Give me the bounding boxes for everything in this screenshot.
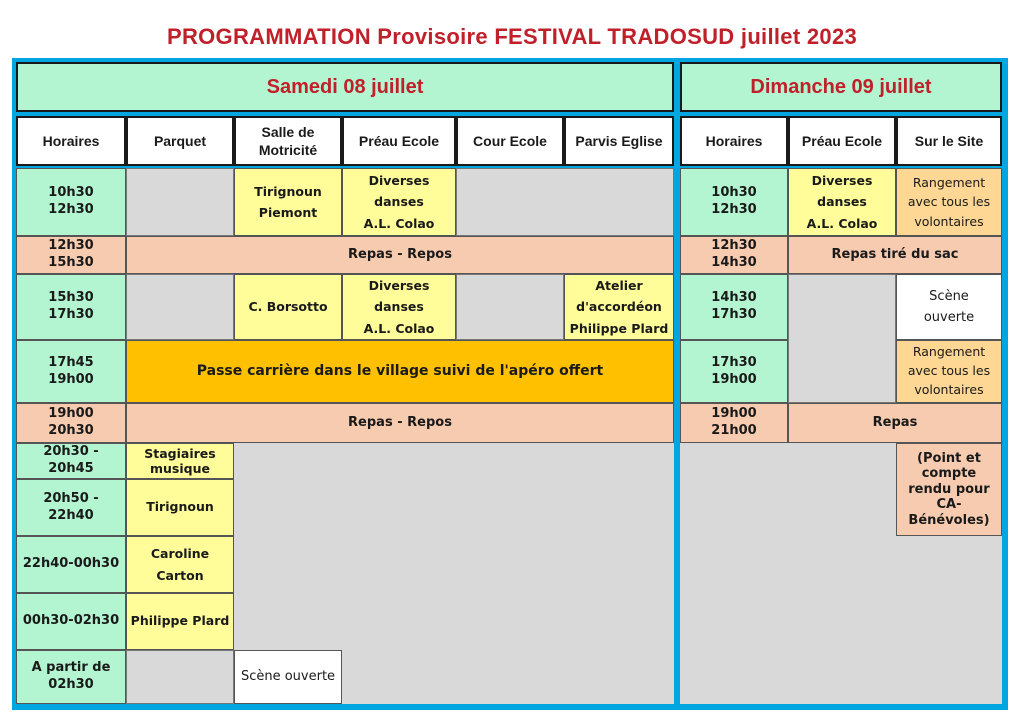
- sun-r5-meal: Repas: [788, 403, 1002, 443]
- sat-r3-preau: Diverses danses A.L. Colao: [342, 274, 456, 340]
- sun-time-4: 17h30 19h00: [680, 340, 788, 403]
- sat-time-10: A partir de 02h30: [16, 650, 126, 704]
- sat-r8-parquet: Caroline Carton: [126, 536, 234, 593]
- sun-r1-preau: Diverses danses A.L. Colao: [788, 168, 896, 236]
- sat-time-2: 12h30 15h30: [16, 236, 126, 274]
- sat-time-5: 19h00 20h30: [16, 403, 126, 443]
- sun-col-site: Sur le Site: [896, 116, 1002, 166]
- sun-time-2: 12h30 14h30: [680, 236, 788, 274]
- sat-r7-parquet: Tirignoun: [126, 479, 234, 536]
- sat-empty-cell: [126, 650, 234, 704]
- sat-time-4: 17h45 19h00: [16, 340, 126, 403]
- sun-col-horaires: Horaires: [680, 116, 788, 166]
- sunday-day-header: Dimanche 09 juillet: [680, 62, 1002, 112]
- sat-empty-area: [342, 650, 674, 704]
- sun-r4-site: Rangement avec tous les volontaires: [896, 340, 1002, 403]
- sun-empty-cell: [788, 274, 896, 403]
- sat-col-horaires: Horaires: [16, 116, 126, 166]
- sat-col-salle: Salle de Motricité: [234, 116, 342, 166]
- saturday-day-header: Samedi 08 juillet: [16, 62, 674, 112]
- sat-r1-salle: Tirignoun Piemont: [234, 168, 342, 236]
- sat-time-9: 00h30-02h30: [16, 593, 126, 650]
- sat-time-8: 22h40-00h30: [16, 536, 126, 593]
- sun-time-5: 19h00 21h00: [680, 403, 788, 443]
- sun-time-1: 10h30 12h30: [680, 168, 788, 236]
- sat-empty-cell: [456, 168, 674, 236]
- sat-r1-preau: Diverses danses A.L. Colao: [342, 168, 456, 236]
- schedule-frame: [12, 58, 1008, 710]
- sat-empty-cell: [456, 274, 564, 340]
- sat-empty-cell: [126, 274, 234, 340]
- sat-r9-parquet: Philippe Plard: [126, 593, 234, 650]
- sat-time-1: 10h30 12h30: [16, 168, 126, 236]
- sun-r3-site: Scène ouverte: [896, 274, 1002, 340]
- sat-r4-event: Passe carrière dans le village suivi de l'apéro offert: [126, 340, 674, 403]
- sat-r3-parvis: Atelier d'accordéon Philippe Plard: [564, 274, 674, 340]
- sat-col-parquet: Parquet: [126, 116, 234, 166]
- page-title: PROGRAMMATION Provisoire FESTIVAL TRADOSUD juillet 2023: [166, 24, 858, 49]
- sat-empty-cell: [126, 168, 234, 236]
- sat-time-7: 20h50 - 22h40: [16, 479, 126, 536]
- sat-col-cour: Cour Ecole: [456, 116, 564, 166]
- sat-time-6: 20h30 - 20h45: [16, 443, 126, 479]
- sat-r5-meal: Repas - Repos: [126, 403, 674, 443]
- sun-col-preau: Préau Ecole: [788, 116, 896, 166]
- sun-r1-site: Rangement avec tous les volontaires: [896, 168, 1002, 236]
- sun-time-3: 14h30 17h30: [680, 274, 788, 340]
- sat-time-3: 15h30 17h30: [16, 274, 126, 340]
- sat-r6-parquet: Stagiaires musique: [126, 443, 234, 479]
- sat-col-preau: Préau Ecole: [342, 116, 456, 166]
- sat-r2-meal: Repas - Repos: [126, 236, 674, 274]
- sat-empty-area: [234, 443, 674, 650]
- sun-r2-meal: Repas tiré du sac: [788, 236, 1002, 274]
- sat-r10-salle: Scène ouverte: [234, 650, 342, 704]
- sat-r3-salle: C. Borsotto: [234, 274, 342, 340]
- sat-col-parvis: Parvis Eglise: [564, 116, 674, 166]
- sun-r6-site: (Point et compte rendu pour CA- Bénévoles): [896, 443, 1002, 536]
